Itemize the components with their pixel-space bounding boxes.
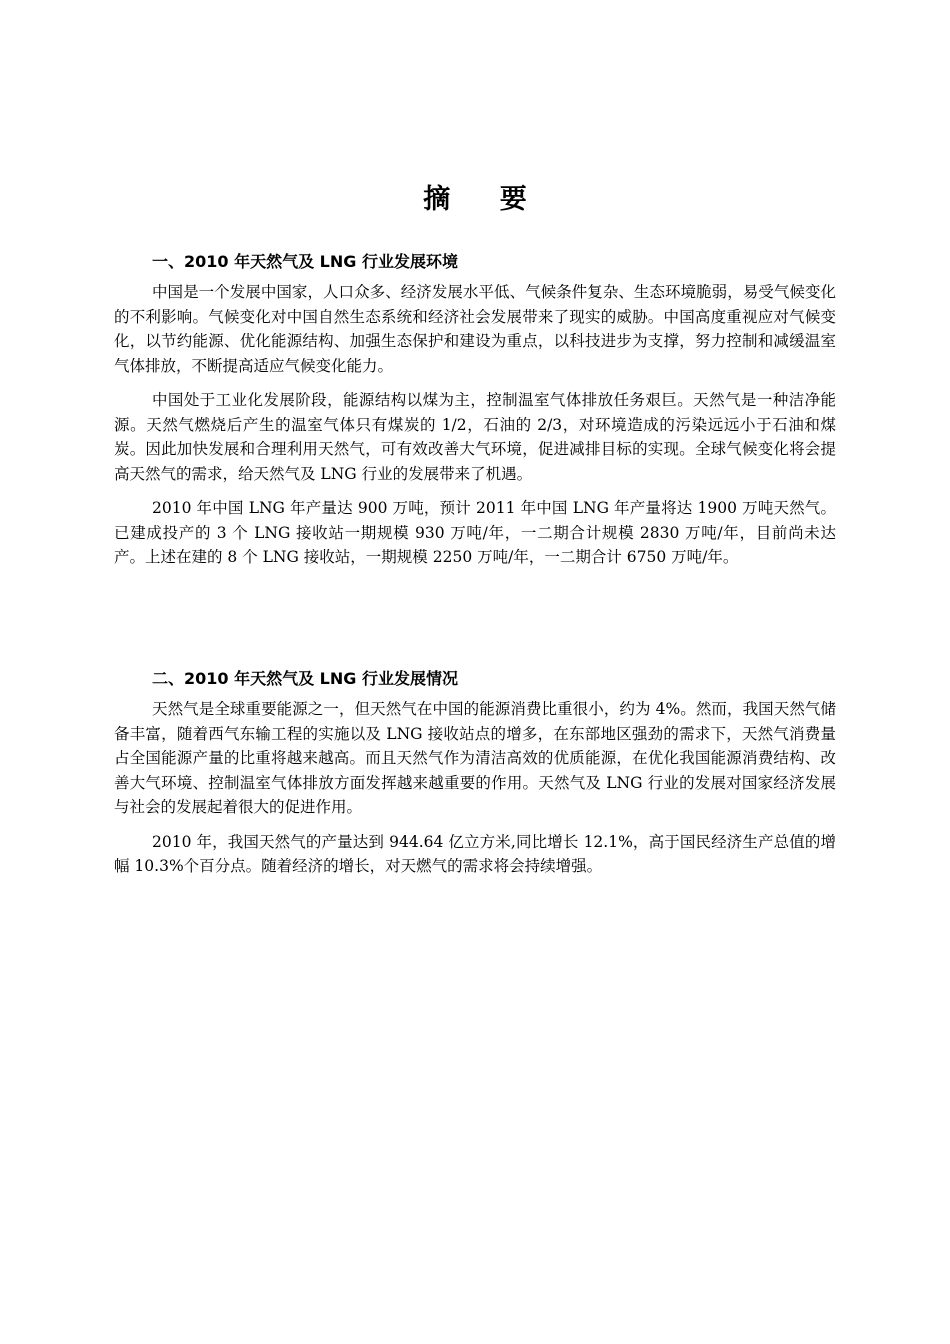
paragraph: 中国处于工业化发展阶段，能源结构以煤为主，控制温室气体排放任务艰巨。天然气是一种洁净能源。天然气燃烧后产生的温室气体只有煤炭的 1/2，石油的 2/3，对环境造成的污染远远小于石油和煤炭。因此加快发展和合理利用天然气，可有效改善大气环境，促进减排目标的实现。全球气候变化将会提高天然气的需求，给天然气及 LNG 行业的发展带来了机遇。 xyxy=(114,391,836,483)
section-heading: 一、2010 年天然气及 LNG 行业发展环境 xyxy=(152,252,458,271)
section-heading: 二、2010 年天然气及 LNG 行业发展情况 xyxy=(152,669,458,688)
paragraph: 中国是一个发展中国家，人口众多、经济发展水平低、气候条件复杂、生态环境脆弱，易受气候变化的不利影响。气候变化对中国自然生态系统和经济社会发展带来了现实的威胁。中国高度重视应对气候变化，以节约能源、优化能源结构、加强生态保护和建设为重点，以科技进步为支撑，努力控制和减缓温室气体排放，不断提高适应气候变化能力。 xyxy=(114,283,836,375)
paragraph: 2010 年，我国天然气的产量达到 944.64 亿立方米,同比增长 12.1%，高于国民经济生产总值的增幅 10.3%个百分点。随着经济的增长，对天燃气的需求将会持续增强。 xyxy=(114,832,836,875)
section-development xyxy=(114,667,836,889)
paragraph: 2010 年中国 LNG 年产量达 900 万吨，预计 2011 年中国 LNG 年产量将达 1900 万吨天然气。已建成投产的 3 个 LNG 接收站一期规模 930 万吨/年，一二期合计规模 2830 万吨/年，目前尚未达产。上述在建的 8 个 LNG 接收站，一期规模 2250 万吨/年，一二期合计 6750 万吨/年。 xyxy=(114,499,836,566)
section-environment xyxy=(114,250,836,580)
paragraph: 天然气是全球重要能源之一，但天然气在中国的能源消费比重很小，约为 4%。然而，我国天然气储备丰富，随着西气东输工程的实施以及 LNG 接收站点的增多，在东部地区强劲的需求下，天然气消费量占全国能源产量的比重将越来越高。而且天然气作为清洁高效的优质能源，在优化我国能源消费结构、改善大气环境、控制温室气体排放方面发挥越来越重要的作用。天然气及 LNG 行业的发展对国家经济发展与社会的发展起着很大的促进作用。 xyxy=(114,700,836,816)
page-title: 摘 要 xyxy=(423,184,547,215)
